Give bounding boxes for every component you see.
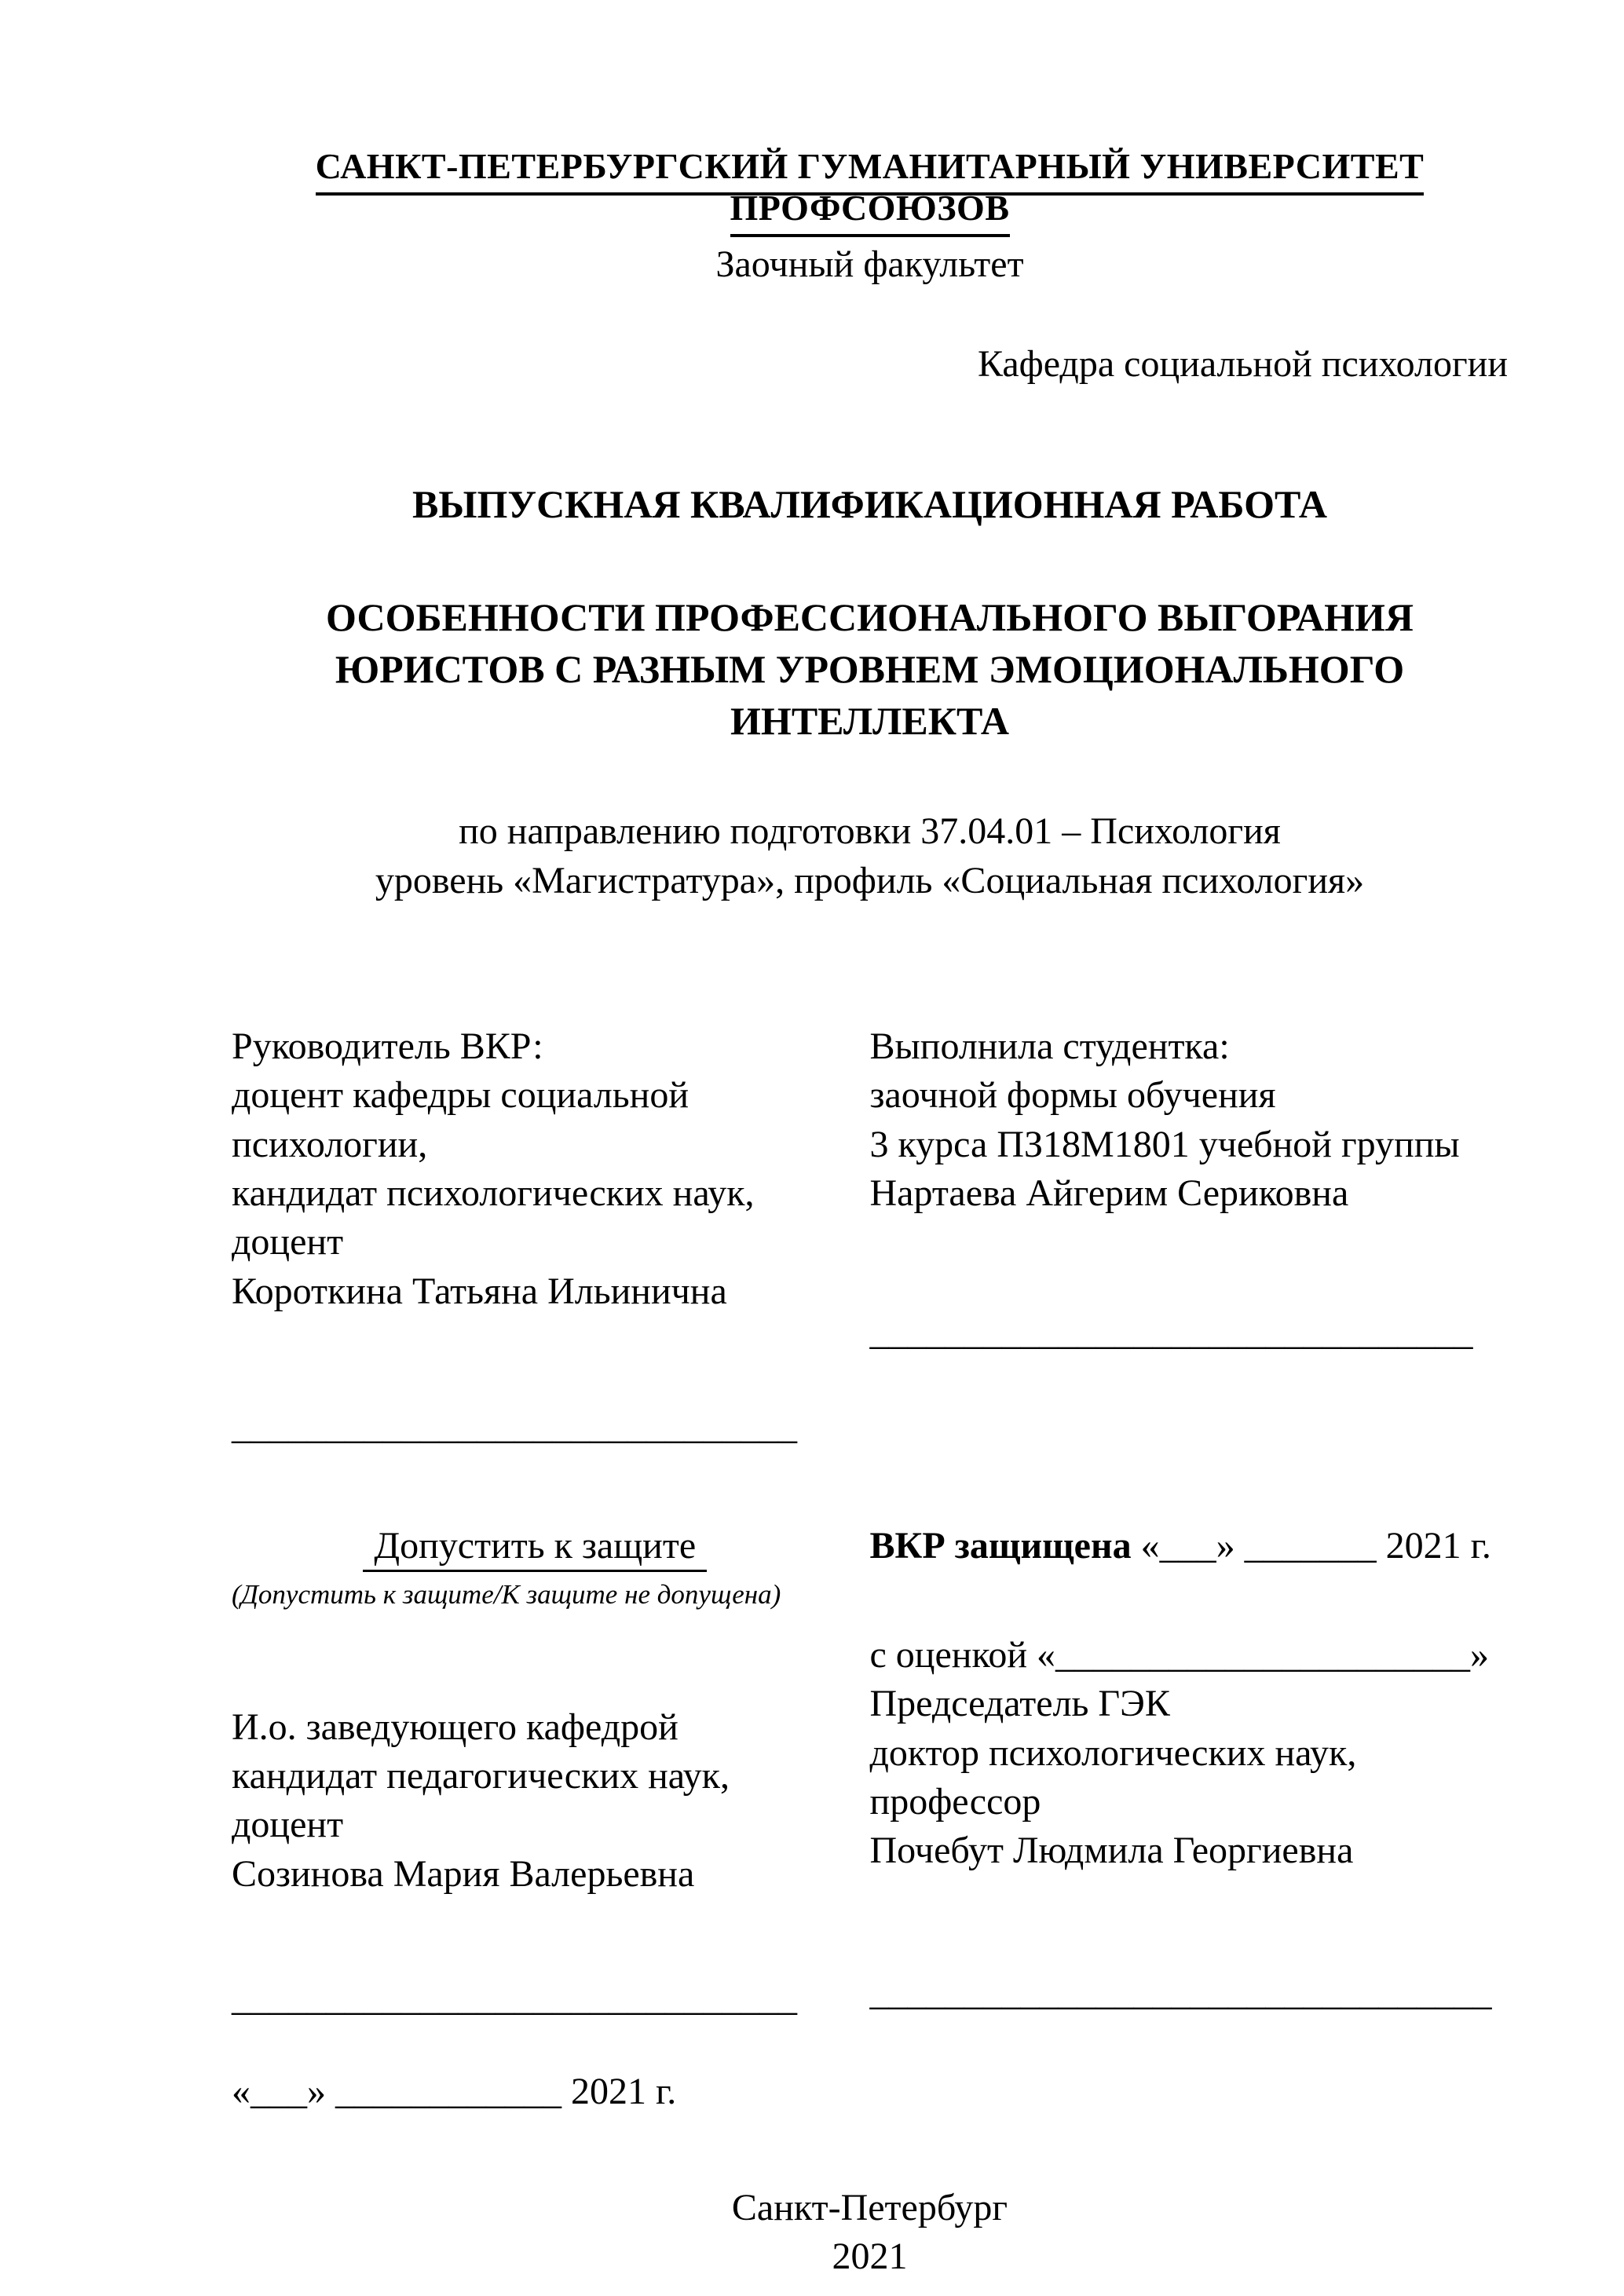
admission-signature-line: ______________________________	[232, 1977, 797, 2020]
official-name: Созинова Мария Валерьевна	[232, 1852, 695, 1895]
defense-grade-line: с оценкой «______________________»	[869, 1633, 1490, 1676]
supervisor-signature-line: ______________________________	[232, 1406, 797, 1448]
work-type-heading: ВЫПУСКНАЯ КВАЛИФИКАЦИОННАЯ РАБОТА	[412, 482, 1327, 526]
admission-block	[232, 1522, 870, 2115]
footer-year: 2021	[832, 2236, 908, 2278]
admission-heading-text: Допустить к защите	[363, 1525, 707, 1572]
supervisor-student-section	[232, 1022, 1508, 1452]
program-direction: по направлению подготовки 37.04.01 – Психология	[459, 810, 1281, 852]
official-rank-line: доцент	[232, 1804, 344, 1846]
thesis-title-line-2: ЮРИСТОВ С РАЗНЫМ УРОВНЕМ ЭМОЦИОНАЛЬНОГО	[335, 647, 1405, 691]
committee-chair-name: Почебут Людмила Георгиевна	[869, 1830, 1354, 1872]
supervisor-block	[232, 1022, 870, 1452]
footer-city: Санкт-Петербург	[731, 2186, 1008, 2228]
program-level: уровень «Магистратура», профиль «Социальная психология»	[375, 860, 1365, 902]
department-name: Кафедра социальной психологии	[977, 343, 1508, 385]
official-position-line: И.о. заведующего кафедрой	[232, 1706, 678, 1748]
student-signature-line: ________________________________	[869, 1311, 1473, 1354]
footer	[232, 2184, 1508, 2282]
defense-block	[870, 1522, 1509, 2115]
admission-official-block	[232, 1703, 839, 1899]
committee-chair-rank: профессор	[869, 1781, 1041, 1823]
program-info	[232, 806, 1508, 906]
defense-status-label: ВКР защищена	[869, 1525, 1132, 1567]
student-study-form-line: заочной формы обучения	[869, 1074, 1276, 1117]
thesis-title-line-1: ОСОБЕННОСТИ ПРОФЕССИОНАЛЬНОГО ВЫГОРАНИЯ	[325, 595, 1414, 639]
supervisor-name: Короткина Татьяна Ильинична	[232, 1270, 727, 1312]
admission-defense-section	[232, 1522, 1508, 2115]
admission-heading	[232, 1522, 839, 1570]
thesis-title	[232, 591, 1508, 747]
student-block	[870, 1022, 1509, 1452]
defense-status-date: «___» _______ 2021 г.	[1131, 1525, 1491, 1567]
faculty-name: Заочный факультет	[715, 243, 1024, 285]
supervisor-degree-line: кандидат психологических наук,	[232, 1172, 755, 1214]
thesis-title-line-3: ИНТЕЛЛЕКТА	[730, 699, 1009, 743]
university-name-text: САНКТ-ПЕТЕРБУРГСКИЙ ГУМАНИТАРНЫЙ УНИВЕРСИТЕТ ПРОФСОЮЗОВ	[316, 146, 1425, 237]
admission-note: (Допустить к защите/К защите не допущена)	[232, 1578, 781, 1610]
student-label: Выполнила студентка:	[869, 1025, 1230, 1067]
university-name	[232, 145, 1508, 229]
supervisor-position-line-2: психологии,	[232, 1123, 428, 1165]
student-group-line: 3 курса ПЗ18М1801 учебной группы	[869, 1123, 1460, 1165]
supervisor-rank-line: доцент	[232, 1221, 344, 1263]
defense-signature-line: _________________________________	[869, 1971, 1492, 2013]
supervisor-position-line-1: доцент кафедры социальной	[232, 1074, 689, 1117]
student-name: Нартаева Айгерим Сериковна	[869, 1172, 1349, 1214]
defense-status-line	[870, 1522, 1509, 1570]
supervisor-label: Руководитель ВКР:	[232, 1025, 543, 1067]
committee-chair-degree: доктор психологических наук,	[869, 1731, 1357, 1774]
admission-date-line: «___» ____________ 2021 г.	[232, 2070, 677, 2112]
committee-chair-title: Председатель ГЭК	[869, 1683, 1170, 1725]
official-degree-line: кандидат педагогических наук,	[232, 1754, 730, 1797]
